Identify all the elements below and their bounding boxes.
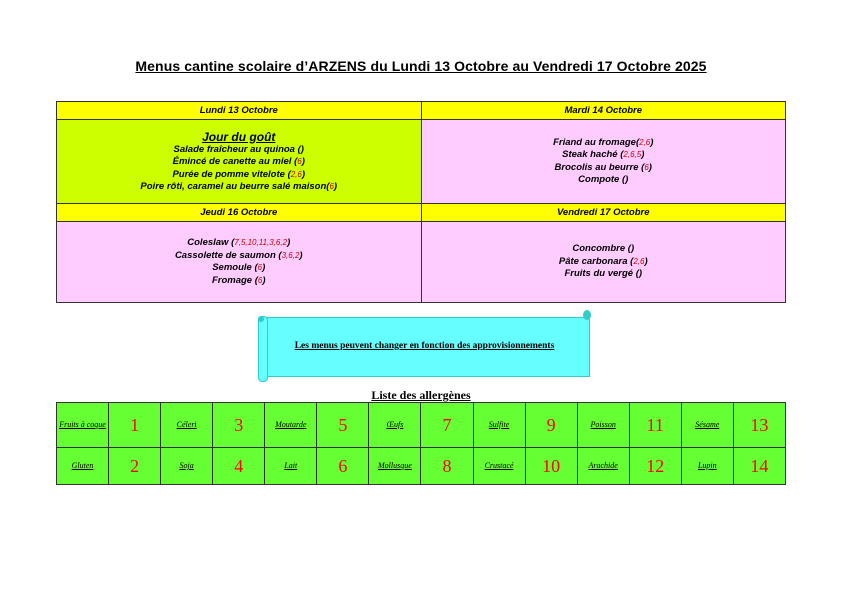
- allergen-number: 13: [733, 403, 785, 448]
- notice-text: Les menus peuvent changer en fonction des approvisionnements: [294, 341, 555, 351]
- day-header-monday: Lundi 13 Octobre: [57, 102, 422, 120]
- scroll-curl-top-right: [583, 310, 591, 320]
- allergen-number: 2: [109, 448, 161, 485]
- day-header-tuesday: Mardi 14 Octobre: [421, 102, 786, 120]
- allergen-number: 3: [213, 403, 265, 448]
- menu-item: Pâte carbonara (2,6): [558, 255, 648, 267]
- menu-item: Fromage (6): [211, 274, 266, 286]
- allergen-name: Œufs: [369, 403, 421, 448]
- highlight-label: Jour du goût: [202, 129, 276, 144]
- allergen-codes: 2,6: [639, 137, 651, 147]
- day-menu-tuesday: [421, 120, 786, 204]
- day-menu-thursday: [57, 222, 422, 303]
- day-header-friday: Vendredi 17 Octobre: [421, 204, 786, 222]
- allergen-codes: 6: [644, 162, 649, 172]
- day-header-thursday: Jeudi 16 Octobre: [57, 204, 422, 222]
- allergen-number: 5: [317, 403, 369, 448]
- allergen-name: Crustacé: [473, 448, 525, 485]
- menu-item: Coleslaw (7,5,10,11,3,6,2): [187, 237, 291, 248]
- menu-item: Purée de pomme vitelote (2,6): [172, 168, 306, 180]
- menu-item: Compote (): [578, 174, 629, 185]
- allergens-title: Liste des allergènes: [371, 388, 471, 402]
- allergen-codes: 6: [329, 182, 334, 191]
- allergen-codes: 3,6,2: [281, 250, 300, 260]
- menu-table: [56, 101, 786, 303]
- menu-item: Fruits du vergé (): [564, 268, 643, 280]
- menu-item: Friand au fromage(2,6): [553, 136, 654, 148]
- allergen-number: 14: [733, 448, 785, 485]
- allergen-codes: 2,6: [290, 169, 302, 179]
- allergen-number: 11: [629, 403, 681, 448]
- scroll-curl-top-left: [258, 316, 264, 322]
- allergen-name: Lait: [265, 448, 317, 485]
- menu-item: Brocolis au beurre (6): [554, 161, 652, 173]
- allergen-codes: 2,6,5: [623, 150, 642, 159]
- allergen-codes: 6: [297, 157, 302, 166]
- day-menu-friday: [421, 222, 786, 303]
- allergen-name: Poisson: [577, 403, 629, 448]
- allergen-codes: 2,6: [633, 256, 645, 266]
- allergen-number: 8: [421, 448, 473, 485]
- day-menu-monday: [57, 120, 422, 204]
- menu-item: Poire rôti, caramel au beurre salé maison(6): [140, 181, 338, 192]
- allergen-number: 7: [421, 403, 473, 448]
- allergen-name: Lupin: [681, 448, 733, 485]
- allergens-table: [56, 402, 786, 485]
- menu-item: Steak haché (2,6,5): [562, 149, 645, 160]
- allergen-name: Gluten: [57, 448, 109, 485]
- allergen-name: Soja: [161, 448, 213, 485]
- menu-item: Semoule (6): [212, 262, 266, 273]
- allergen-name: Arachide: [577, 448, 629, 485]
- page-title: Menus cantine scolaire d’ARZENS du Lundi 13 Octobre au Vendredi 17 Octobre 2025: [135, 58, 707, 74]
- allergen-codes: 6: [257, 263, 263, 272]
- allergen-name: Sulfite: [473, 403, 525, 448]
- menu-item: Émincé de canette au miel (6): [172, 156, 305, 167]
- allergen-number: 12: [629, 448, 681, 485]
- menu-item: Salade fraîcheur au quinoa (): [173, 143, 304, 155]
- menu-item: Cassolette de saumon (3,6,2): [174, 249, 303, 261]
- allergen-number: 6: [317, 448, 369, 485]
- allergen-number: 4: [213, 448, 265, 485]
- allergen-name: Céleri: [161, 403, 213, 448]
- allergen-number: 1: [109, 403, 161, 448]
- allergen-codes: 6: [257, 275, 263, 285]
- allergen-number: 10: [525, 448, 577, 485]
- allergen-number: 9: [525, 403, 577, 448]
- allergen-name: Fruits à coque: [57, 403, 109, 448]
- menu-item: Concombre (): [572, 243, 635, 255]
- allergen-name: Sésame: [681, 403, 733, 448]
- allergen-name: Mollusque: [369, 448, 421, 485]
- allergen-codes: 7,5,10,11,3,6,2: [234, 238, 288, 247]
- notice-scroll: [258, 312, 591, 380]
- allergen-name: Moutarde: [265, 403, 317, 448]
